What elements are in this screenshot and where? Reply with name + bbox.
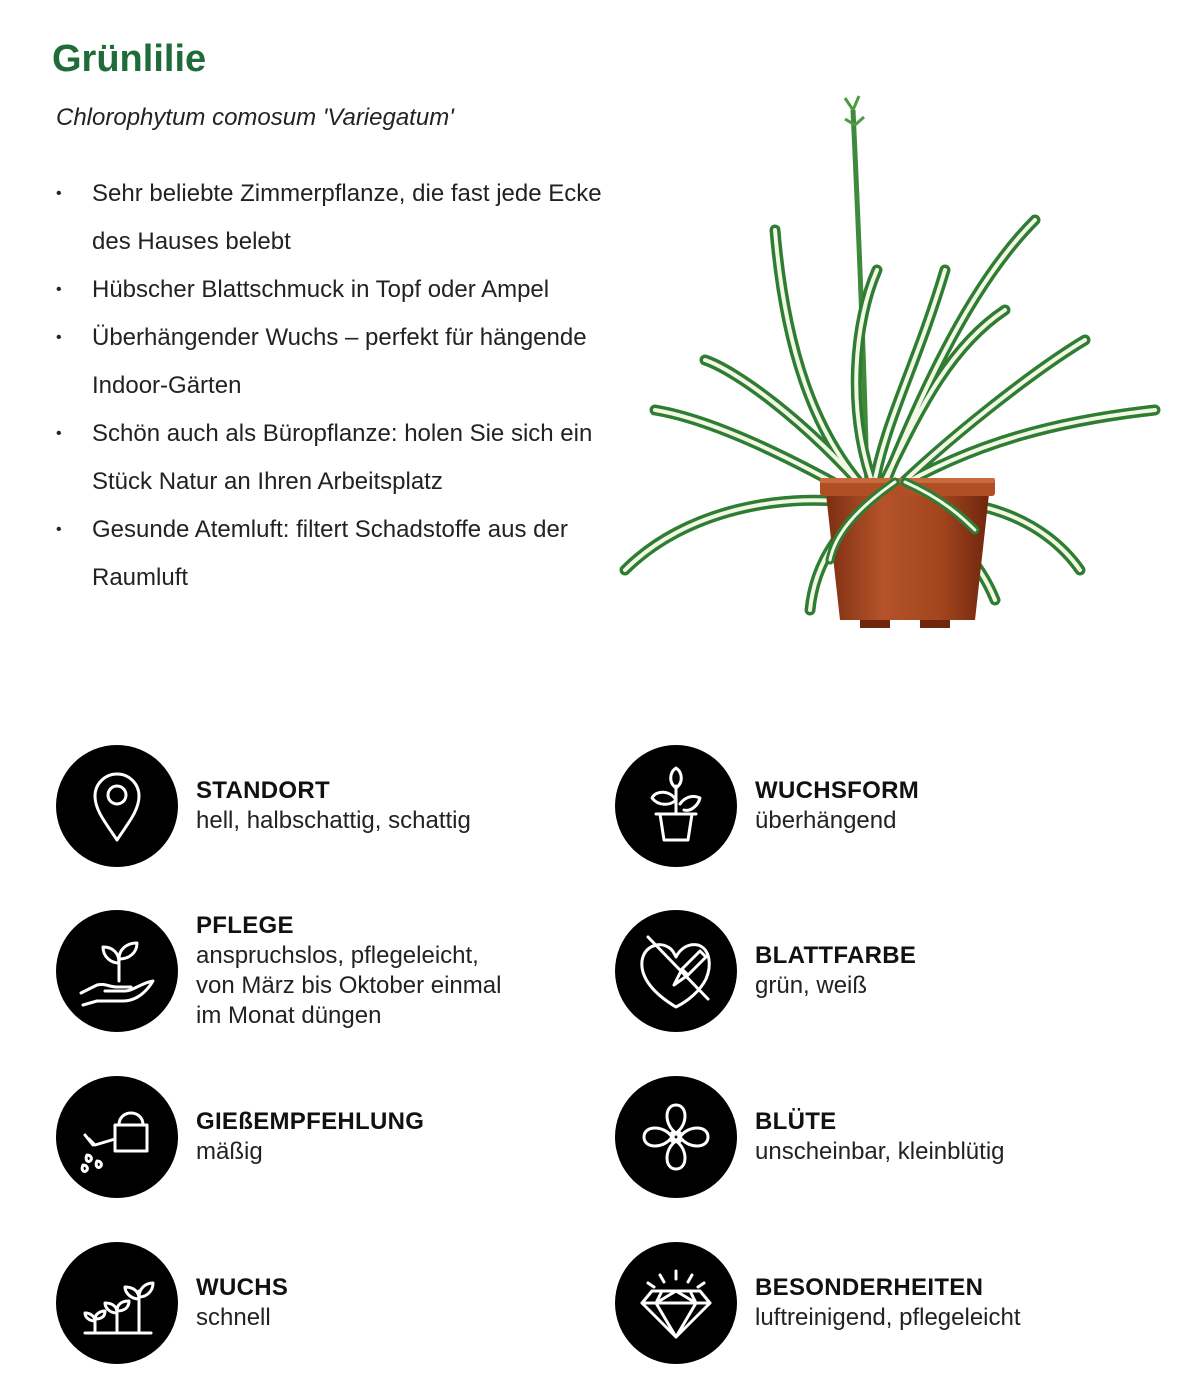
feature-blattfarbe xyxy=(615,910,1135,1034)
diamond-icon xyxy=(634,1261,718,1345)
feature-value: unscheinbar, kleinblütig xyxy=(755,1138,1005,1165)
bullet-item: • Schön auch als Büropflanze: holen Sie sich ein Stück Natur an Ihren Arbeitsplatz xyxy=(52,410,612,506)
bullet-item: • Gesunde Atemluft: filtert Schadstoffe aus der Raumluft xyxy=(52,506,612,602)
flower-icon xyxy=(634,1095,718,1179)
icon-badge xyxy=(56,1242,178,1364)
location-pin-icon xyxy=(75,764,159,848)
feature-standort xyxy=(56,745,576,869)
watering-can-icon xyxy=(75,1095,159,1179)
bullet-item: • Sehr beliebte Zimmerpflanze, die fast jede Ecke des Hauses belebt xyxy=(52,170,612,266)
icon-badge xyxy=(56,745,178,867)
hand-seedling-icon xyxy=(75,929,159,1013)
feature-wuchs xyxy=(56,1242,576,1366)
feature-value: grün, weiß xyxy=(755,972,868,999)
feature-wuchsform xyxy=(615,745,1135,869)
bullet-item: • Hübscher Blattschmuck in Topf oder Ampel xyxy=(52,266,612,314)
feature-bullet-list xyxy=(52,170,612,602)
page-title: Grünlilie xyxy=(52,38,207,80)
feature-giessempfehlung xyxy=(56,1076,576,1200)
feature-value: anspruchslos, pflegeleicht, von März bis Oktober einmal im Monat düngen xyxy=(196,942,502,1029)
potted-plant-icon xyxy=(634,764,718,848)
feature-bluete xyxy=(615,1076,1135,1200)
feature-label: BLÜTE xyxy=(755,1108,837,1135)
feature-label: GIEßEMPFEHLUNG xyxy=(196,1108,425,1135)
feature-value: schnell xyxy=(196,1304,271,1331)
feature-label: STANDORT xyxy=(196,777,330,804)
growing-seedlings-icon xyxy=(75,1261,159,1345)
bullet-item: • Überhängender Wuchs – perfekt für hängende Indoor-Gärten xyxy=(52,314,612,410)
icon-badge xyxy=(615,910,737,1032)
feature-label: BESONDERHEITEN xyxy=(755,1274,984,1301)
feature-pflege xyxy=(56,910,576,1034)
feature-label: PFLEGE xyxy=(196,912,294,939)
botanical-name: Chlorophytum comosum 'Variegatum' xyxy=(56,104,454,131)
feature-label: BLATTFARBE xyxy=(755,942,917,969)
feature-value: mäßig xyxy=(196,1138,263,1165)
feature-besonderheiten xyxy=(615,1242,1135,1366)
spider-plant-image xyxy=(615,90,1165,635)
icon-badge xyxy=(615,745,737,867)
icon-badge xyxy=(615,1242,737,1364)
icon-badge xyxy=(615,1076,737,1198)
feature-label: WUCHS xyxy=(196,1274,289,1301)
feature-label: WUCHSFORM xyxy=(755,777,920,804)
leaf-brush-icon xyxy=(634,929,718,1013)
feature-value: überhängend xyxy=(755,807,897,834)
icon-badge xyxy=(56,910,178,1032)
feature-value: hell, halbschattig, schattig xyxy=(196,807,471,834)
icon-badge xyxy=(56,1076,178,1198)
feature-value: luftreinigend, pflegeleicht xyxy=(755,1304,1021,1331)
